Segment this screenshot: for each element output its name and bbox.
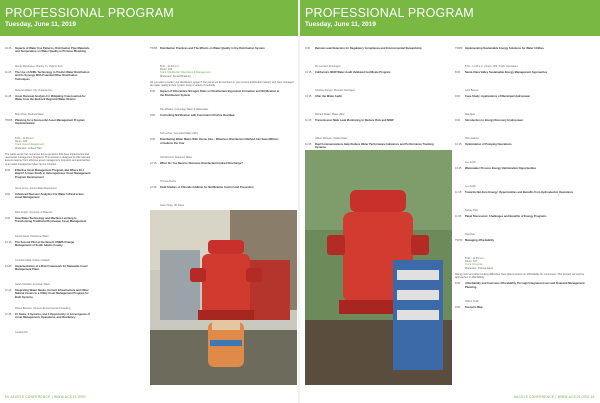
entry-speaker: John Benson <box>465 89 479 92</box>
agenda-entry <box>5 47 93 68</box>
agenda-entry <box>150 114 295 135</box>
entry-title: Scenario Map <box>465 306 483 310</box>
entry-speaker: Brian Rose, Bedrock Water <box>15 113 44 116</box>
page-footer: 60 #ACE19 CONFERENCE | WWW.ACE19.ORG <box>5 395 86 399</box>
entry-time: 9:30 <box>5 217 11 220</box>
entry-title: Effective Asset Management Program, But Where Do I Begin? A Case Study in Heterogeneous Asset Management Program Development <box>15 169 91 179</box>
entry-speaker: Dennis Ikeda, Hawthorne Water <box>15 235 49 238</box>
entry-speaker: Panelists <box>465 233 475 236</box>
session-title: Distribution Practices and The Effects on Water Quality in the Distribution System <box>160 47 265 50</box>
entry-time: 11:15 <box>5 289 12 292</box>
agenda-entry <box>455 95 595 116</box>
entry-time: T5069 <box>455 47 463 50</box>
page-title: PROFESSIONAL PROGRAM <box>5 6 174 20</box>
entry-title: Transmission Main Leak Monitoring to Reduce Risk and NRW <box>315 119 394 122</box>
entry-time: 11:45 <box>5 313 12 316</box>
entry-title: Santa Clara Valley Sustainable Energy Management Approaches <box>465 71 548 74</box>
entry-title: Affordability and Customer Affordability Through Integrated Asset and Financial Management Planning <box>465 282 585 289</box>
agenda-entry <box>150 138 295 159</box>
agenda-entry <box>305 95 445 116</box>
entry-time: 10:45 <box>455 167 462 170</box>
entry-speaker: Steve Grove, Aurora Water Department <box>15 187 57 190</box>
entry-time: 9:30 <box>305 47 311 50</box>
entry-speaker: Ted Lechler, Greenfield Water Utility <box>160 132 199 136</box>
session-description: Rising costs and other funding difficulties have placed strains on affordability for consumers. This session will explore approaches to affordability. <box>455 272 585 280</box>
entry-title: Impact of Chloramine Nitrogen Ratio on Disinfectant Byproduct Formation and Nitrification in the Distribution System <box>160 90 280 97</box>
entry-title: Case Study: Applications of Municipal Hydropower <box>465 95 531 98</box>
agenda-entry <box>150 186 295 207</box>
agenda-entry <box>455 191 595 212</box>
entry-time: 11:45 <box>305 143 312 146</box>
entry-time: 9:00 <box>455 95 461 98</box>
right-page <box>300 0 600 403</box>
entry-speaker: 8:30 – 11:45 a.m. | Room: 406 | Track: Operations <box>465 65 518 68</box>
entry-time: 8:30 <box>5 169 11 172</box>
agenda-entry <box>150 90 295 111</box>
agenda-entry <box>5 71 93 92</box>
page-title: PROFESSIONAL PROGRAM <box>305 6 474 20</box>
left-column-2 <box>150 47 295 234</box>
entry-time: 11:45 <box>5 95 12 98</box>
agenda-entry <box>455 306 595 324</box>
session-track: Track: Financial <box>465 263 483 267</box>
session-description: Do you want to better your distribution system? Our panel are all members in your current distribution industry and have managed the water quality in their system using a variety of methods. <box>150 80 294 88</box>
agenda-entry <box>455 167 595 188</box>
entry-speaker: Thomas Roche <box>160 180 177 184</box>
entry-time: 9:00 <box>5 193 11 196</box>
entry-speaker: Robert Smith <box>465 300 479 304</box>
left-column-1 <box>5 47 93 337</box>
agenda-entry <box>455 143 595 164</box>
page-date: Tuesday, June 11, 2019 <box>5 21 76 28</box>
entry-title: 21 Tasks, 3 Systems, and 1 Opportunity: A Convergence of Asset Management, Operations, and Resiliency <box>15 313 91 320</box>
session-moderator: Moderator: Pamela Davis <box>465 266 494 270</box>
entry-speaker: Jeff Morrison, Anderson Water <box>160 156 193 160</box>
entry-time: 10:45 <box>5 47 12 50</box>
agenda-entry <box>5 289 93 310</box>
entry-speaker: Sanjay Patil <box>465 209 478 212</box>
entry-title: Wastewater Process Energy Optimization Opportunities <box>465 167 537 170</box>
entry-speaker: Caroline Sturges, Brendan Harrington <box>315 89 355 92</box>
entry-title: Distributing Water Mains With Ozone Gas – Waterless Disinfection Method Can Save Millions of Gallons Per Year <box>160 138 279 145</box>
entry-time: 11:15 <box>5 71 12 74</box>
entry-time: 8:30 <box>150 90 156 94</box>
agenda-entry <box>455 282 595 303</box>
entry-time: 11:45 <box>455 215 462 218</box>
right-column-2 <box>455 47 595 327</box>
session-moderator: Moderator: Colleen Hart <box>15 146 42 150</box>
agenda-entry <box>455 71 595 92</box>
agenda-entry <box>5 313 93 334</box>
session-time: 8:30 – 11:45 a.m. <box>15 137 35 140</box>
page-date: Tuesday, June 11, 2019 <box>305 21 376 28</box>
agenda-entry <box>305 47 445 68</box>
session-title: Planning for a Successful Asset Management Program Implementation <box>15 119 85 126</box>
entry-speaker: Wendy Mandolsen, Zhanhe Yu, Virginia Tech <box>15 65 63 68</box>
entry-title: California's NEW Water Audit Validated Certificate Program <box>315 71 391 74</box>
agenda-entry <box>5 169 93 190</box>
entry-speaker: Lee Smith <box>465 185 476 188</box>
entry-speaker: Ian Leonard, Echologics <box>315 65 341 68</box>
entry-speaker: Sarah Chandler, American Water <box>15 283 50 286</box>
entry-time: 8:30 <box>455 71 461 74</box>
session-time: 8:30 – 11:45 a.m. <box>465 257 485 260</box>
entry-time: 11:15 <box>455 191 462 194</box>
entry-title: Field Studies of Chloride Addition for Nitrification Control and Prevention <box>160 186 254 190</box>
entry-speaker: Gilbert Monteiro, Halifax Water <box>315 137 348 140</box>
session-block <box>5 119 93 150</box>
entry-title: Implementation of a Risk Framework for Statewide Asset Management Plans <box>15 265 88 272</box>
session-block <box>150 47 295 78</box>
entry-title: Controlling Nitrification with Consistent Chlorine Residual <box>160 114 235 118</box>
entry-title: The Second Pilot at the Desert, CMMS Change Management of South Adams County <box>15 241 75 248</box>
entry-speaker: Nick Jackson <box>465 137 480 140</box>
entry-title: After the Water Audit <box>315 95 342 98</box>
entry-time: 9:00 <box>150 114 156 118</box>
session-description: The water sector has numerous focus questions that have implemented and used asset management programs. This session is designed to offer relevant lessons learned from effective asset management programs and approaches, to an asset management plan can be complex. <box>5 152 91 166</box>
entry-title: Towards Net-Zero Energy: Opportunities and Benefits from Hydroelectric Operations <box>465 191 574 194</box>
entry-title: Impacts of Water Use Patterns, Distribution Pipe Materials, and Temperature on Water Quality in Premise Plumbing <box>15 47 90 54</box>
agenda-entry <box>305 119 445 140</box>
right-column-1 <box>305 47 445 167</box>
session-room: Room: 404 <box>160 68 173 72</box>
entry-time: 10:15 <box>5 241 12 244</box>
agenda-entry <box>5 217 93 238</box>
entry-speaker: Mark Knight, University of Waterloo <box>15 211 53 214</box>
entry-time: 10:15 <box>305 71 312 74</box>
session-room: Room: 403 <box>15 140 28 144</box>
entry-title: Introduction to Energy Recovery Hydropower <box>465 119 524 122</box>
session-room: Room: 407 <box>465 260 478 264</box>
entry-speaker: Jason Stipe, UC Davis <box>160 204 184 208</box>
entry-speaker: Dan Whalen, Anchorage Water & Wastewater <box>160 108 209 112</box>
entry-time: 10:45 <box>150 186 157 190</box>
agenda-entry <box>305 71 445 92</box>
entry-title: Remote Leak Detection for Regulatory Compliance and Environmental Stewardship <box>315 47 422 50</box>
entry-speaker: Rita Neal <box>465 113 475 116</box>
entry-title: Panel Discussion: Challenges and Benefits of Energy Programs <box>465 215 547 218</box>
agenda-entry <box>455 119 595 140</box>
agenda-entry <box>5 193 93 214</box>
entry-speaker: Jonathan Mack, Kristen Caldwell <box>15 259 50 262</box>
session-track: Track: Asset Management <box>15 143 44 147</box>
page-footer: #ACE19 CONFERENCE | WWW.ACE19.ORG 61 <box>514 395 595 399</box>
session-track: Track: Distribution Operations & Management <box>160 71 211 75</box>
fire-hydrant-photo <box>150 210 297 385</box>
entry-time: 10:45 <box>5 265 12 268</box>
agenda-entry <box>455 47 595 68</box>
entry-time: 10:15 <box>455 143 462 146</box>
entry-speaker: Jessica Kirk <box>15 331 28 334</box>
entry-speaker: Lee Smith <box>465 161 476 164</box>
page-header <box>300 0 600 36</box>
agenda-entry <box>150 162 295 183</box>
entry-time: 9:30 <box>455 119 461 122</box>
session-moderator: Moderator: Donald Brackett <box>160 74 191 78</box>
entry-speaker: Richard Waller, Water Utility <box>315 113 345 116</box>
session-code: T5070 <box>455 239 463 242</box>
entry-title: When Do You Need to Decrease Disinfectant Hydrant Discharge? <box>160 162 243 166</box>
entry-title: How Water Technology and Machine Learning Is Transforming Traditional Drycleaner Asset Management <box>15 217 87 224</box>
entry-speaker: Rebecca Walter, City of Santa Ana <box>15 89 52 92</box>
session-title: Managing Affordability <box>465 239 495 242</box>
entry-time: 11:15 <box>305 119 312 122</box>
entry-speaker: Robert Bouchet, Canesco Environmental Consulting <box>15 307 71 310</box>
entry-time: 8:30 <box>455 282 461 286</box>
hydrant-closeup-photo <box>305 150 452 385</box>
entry-title: Advanced Decision Analytics For Water Infrastructure Asset Management <box>15 193 84 200</box>
session-code: T5066 <box>150 47 158 50</box>
session-time: 8:30 – 11:45 a.m. <box>160 65 180 68</box>
agenda-entry <box>5 265 93 286</box>
session-code: T5065 <box>5 119 13 122</box>
entry-title: Real Communications Help Reduce Water Performance Indicators and Performance Tracking Systems <box>315 143 434 150</box>
entry-title: The Use of AI/ML Technology to Predict Water Distribution and Its Synergy With Potential Other Distribution Techniques <box>15 71 90 81</box>
session-block <box>455 239 595 270</box>
entry-time: 9:00 <box>455 306 461 310</box>
entry-time: 10:45 <box>305 95 312 98</box>
entry-time: 10:15 <box>150 162 157 166</box>
entry-title: Implementing Sustainable Energy Solutions for Water Utilities <box>465 47 545 50</box>
entry-title: Optimization of Pumping Operations <box>465 143 512 146</box>
page-header <box>0 0 300 36</box>
entry-title: Integrating Water Needs, Current Infrastructure and Other Natural Assets to a Utility Asset Management Program for Both Systems <box>15 289 89 299</box>
entry-time: 9:30 <box>150 138 156 142</box>
entry-title: Asset Renewal Analysis for Mitigating Unaccounted-for Water from the Bedrock Regional Water District <box>15 95 86 102</box>
agenda-entry <box>455 215 595 236</box>
agenda-entry <box>5 95 93 116</box>
agenda-entry <box>5 241 93 262</box>
